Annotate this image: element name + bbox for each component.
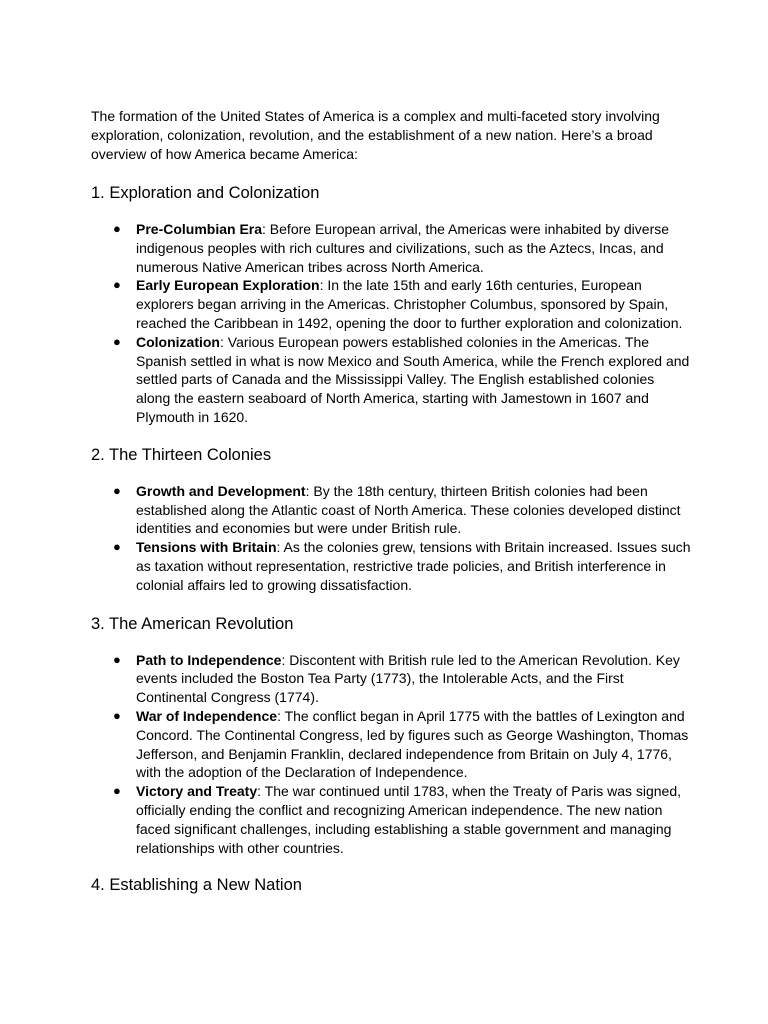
section-heading-new-nation: 4. Establishing a New Nation (91, 876, 302, 895)
list-item-term: War of Independence (136, 707, 278, 724)
list-item-term: Path to Independence (136, 651, 282, 668)
list-item (91, 482, 691, 538)
list-item-text: : Various European powers established colonies in the Americas. The Spanish settled in what is now Mexico and South America, while the French explored and settled parts of Canada and the Mississippi Valley. The English established colonies along the eastern seaboard of North America, starting with Jamestown in 1607 and Plymouth in 1620. (136, 333, 690, 425)
bullet-icon: ● (113, 482, 121, 498)
list-item-text: : Before European arrival, the Americas were inhabited by diverse indigenous peoples with rich cultures and civilizations, such as the Aztecs, Incas, and numerous Native American tribes across North America. (136, 221, 670, 275)
bullet-icon: ● (113, 333, 121, 349)
list-item (91, 276, 691, 332)
bullet-icon: ● (113, 783, 121, 799)
list-item-term: Tensions with Britain (136, 539, 277, 556)
document-page (91, 107, 691, 895)
list-item-term: Growth and Development (136, 482, 306, 499)
list-item-text: : The war continued until 1783, when the Treaty of Paris was signed, officially ending the conflict and recognizing American independence. The new nation faced significant challenges, including establishing a stable government and managing relationships with other countries. (136, 783, 682, 856)
section-heading-american-revolution: 3. The American Revolution (91, 614, 294, 633)
bullet-icon: ● (113, 277, 121, 293)
list-item-text: : As the colonies grew, tensions with Britain increased. Issues such as taxation without representation, restrictive trade policies, and British interference in colonial affairs led to growing dissatisfaction. (136, 539, 691, 593)
list-item-term: Pre-Columbian Era (136, 221, 263, 237)
list-item-text: : Discontent with British rule led to the American Revolution. Key events included the Boston Tea Party (1773), the Intolerable Acts, and the First Continental Congress (1774). (136, 651, 680, 706)
list-item-term: Early European Exploration (136, 277, 320, 294)
list-item-text: : The conflict began in April 1775 with the battles of Lexington and Concord. The Continental Congress, led by figures such as George Washington, Thomas Jefferson, and Benjamin Franklin, declared independence from Britain on July 4, 1776, with the adoption of the Declaration of Independence. (136, 707, 689, 781)
section-heading-exploration: 1. Exploration and Colonization (91, 184, 320, 202)
bullet-list-american-revolution (91, 651, 691, 858)
bullet-list-thirteen-colonies (91, 482, 691, 595)
list-item (91, 707, 691, 782)
bullet-icon: ● (113, 707, 121, 723)
list-item-term: Colonization (136, 333, 220, 350)
list-item (91, 220, 691, 276)
bullet-icon: ● (113, 221, 121, 236)
intro-paragraph: The formation of the United States of America is a complex and multi-faceted story involving exploration, colonization, revolution, and the establishment of a new nation. Here’s a broad overview of how America became America: (91, 108, 660, 162)
list-item-term: Victory and Treaty (136, 783, 258, 800)
list-item-text: : By the 18th century, thirteen British colonies had been established along the Atlantic coast of North America. These colonies developed distinct identities and economies but were under British rule. (136, 482, 681, 537)
bullet-icon: ● (113, 539, 121, 555)
bullet-icon: ● (113, 651, 121, 667)
list-item (91, 333, 691, 427)
list-item (91, 651, 691, 707)
list-item (91, 782, 691, 857)
bullet-list-exploration (91, 220, 691, 427)
list-item (91, 538, 691, 594)
list-item-text: : In the late 15th and early 16th centuries, European explorers began arriving in the Americas. Christopher Columbus, sponsored by Spain, reached the Caribbean in 1492, opening the door to further exploration and colonization. (136, 277, 683, 331)
section-heading-thirteen-colonies: 2. The Thirteen Colonies (91, 445, 272, 464)
